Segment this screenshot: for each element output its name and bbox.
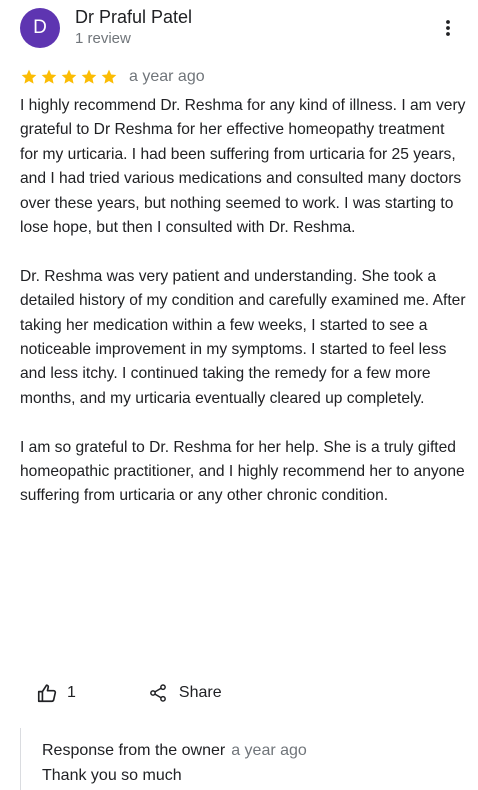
avatar-initial: D <box>33 17 47 38</box>
reviewer-name[interactable]: Dr Praful Patel <box>75 7 193 27</box>
share-button[interactable] <box>148 683 222 703</box>
star-icon <box>20 68 38 86</box>
more-options-button[interactable] <box>436 16 460 40</box>
more-vert-icon <box>446 20 450 36</box>
like-button[interactable] <box>36 682 76 704</box>
star-rating <box>20 68 118 86</box>
review-paragraph: Dr. Reshma was very patient and understanding. She took a detailed history of my condition and carefully examined me. After taking her medication within a few weeks, I started to see a noticeable improvement in my symptoms. I started to feel less and less itchy. I continued taking the remedy for a few more months, and my urticaria eventually cleared up completely. <box>20 267 466 407</box>
reviewer-review-count: 1 review <box>75 30 131 47</box>
avatar[interactable] <box>20 8 60 48</box>
review-paragraph: I am so grateful to Dr. Reshma for her help. She is a truly gifted homeopathic practitioner, and I highly recommend her to anyone suffering from urticaria or any other chronic condition. <box>20 438 465 505</box>
star-icon <box>60 68 78 86</box>
star-icon <box>100 68 118 86</box>
share-icon <box>148 683 168 703</box>
like-count: 1 <box>67 684 76 701</box>
owner-response <box>20 728 461 790</box>
owner-response-header <box>42 741 307 761</box>
thumb-up-icon <box>36 682 58 704</box>
review-time: a year ago <box>129 68 205 85</box>
review-text <box>20 94 466 509</box>
review-paragraph: I highly recommend Dr. Reshma for any kind of illness. I am very grateful to Dr Reshma for her effective homeopathy treatment for my urticaria. I had been suffering from urticaria for 25 years, and I had tried various medications and consulted many doctors over these years, but nothing seemed to work. I was starting to lose hope, but then I consulted with Dr. Reshma. <box>20 97 466 237</box>
star-icon <box>80 68 98 86</box>
star-icon <box>40 68 58 86</box>
rating-row <box>20 66 205 88</box>
owner-response-time: a year ago <box>231 742 307 759</box>
review-actions <box>36 680 222 706</box>
share-label: Share <box>178 684 222 701</box>
review-header <box>20 6 462 50</box>
owner-response-title: Response from the owner <box>42 742 226 759</box>
owner-response-text: Thank you so much <box>42 767 182 784</box>
